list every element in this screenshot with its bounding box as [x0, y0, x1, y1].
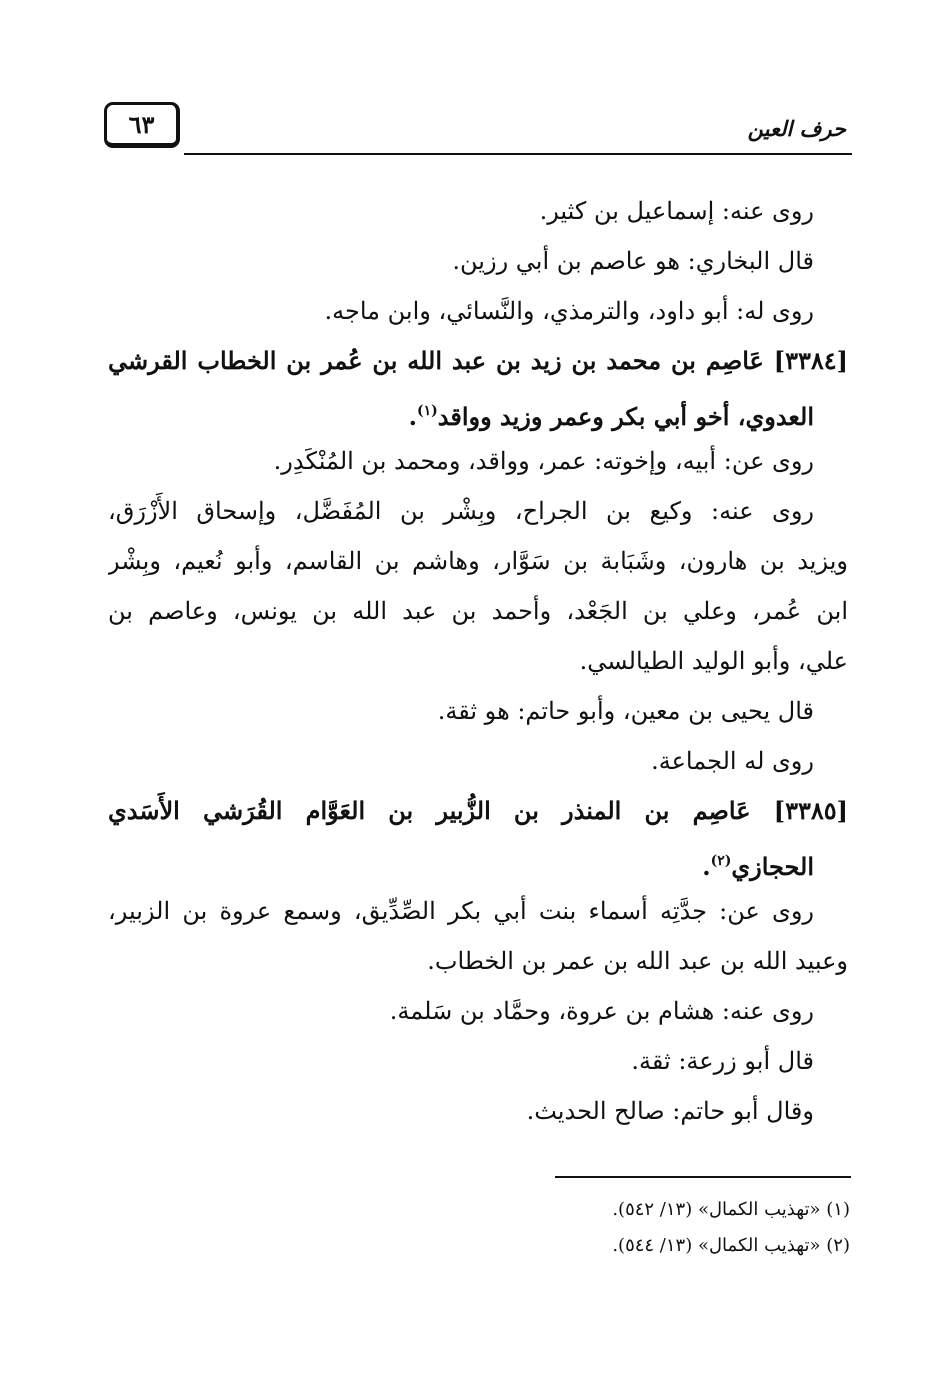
- text-line: قال يحيى بن معين، وأبو حاتم: هو ثقة.: [437, 697, 814, 725]
- entry-heading-continuation: [108, 836, 848, 886]
- entry-heading-text: عَاصِم بن المنذر بن الزُّبير بن العَوَّام القُرَشي الأَسَدي: [108, 796, 751, 825]
- text-line: روى له الجماعة.: [651, 747, 814, 775]
- entry-heading-3384: [108, 336, 848, 386]
- footnote-separator: [555, 1176, 851, 1178]
- text-line: روى عنه: وكيع بن الجراح، وبِشْر بن المُفَضَّل، وإسحاق الأَزْرَق،: [108, 497, 814, 525]
- entry-number: [٣٣٨٥]: [773, 796, 848, 825]
- text-line: قال أبو زرعة: ثقة.: [631, 1047, 814, 1075]
- entry-heading-3385: [108, 786, 848, 836]
- footnote-1: (١) «تهذيب الكمال» (١٣/ ٥٤٢).: [612, 1199, 850, 1220]
- entry-heading-text: الحجازي: [731, 852, 814, 881]
- entry-heading-continuation: [108, 386, 848, 436]
- text-line: روى عن: جدَّتِه أسماء بنت أبي بكر الصِّدِّيق، وسمع عروة بن الزبير،: [108, 897, 814, 925]
- text-line: ابن عُمر، وعلي بن الجَعْد، وأحمد بن عبد الله بن يونس، وعاصم بن: [108, 597, 848, 625]
- text-line: روى عن: أبيه، وإخوته: عمر، وواقد، ومحمد بن المُنْكَدِر.: [273, 447, 814, 475]
- text-line: ويزيد بن هارون، وشَبَابة بن سَوَّار، وهاشم بن القاسم، وأبو نُعيم، وبِشْر: [108, 547, 848, 575]
- page-header: [100, 102, 852, 158]
- page-body: [108, 186, 848, 1136]
- chapter-title: حرف العين: [747, 116, 846, 141]
- text-line: قال البخاري: هو عاصم بن أبي رزين.: [452, 247, 814, 275]
- entry-number: [٣٣٨٤]: [773, 346, 848, 375]
- footnote-ref: (١): [416, 403, 438, 419]
- period: .: [702, 852, 711, 881]
- text-line: روى عنه: إسماعيل بن كثير.: [539, 197, 814, 225]
- entry-heading-text: العدوي، أخو أبي بكر وعمر وزيد وواقد: [437, 402, 814, 431]
- footnote-ref: (٢): [710, 853, 732, 869]
- header-rule: [184, 153, 852, 155]
- text-line: روى عنه: هشام بن عروة، وحمَّاد بن سَلمة.: [389, 997, 814, 1025]
- page-number: ٦٣: [104, 102, 180, 148]
- text-line: وعبيد الله بن عبد الله بن عمر بن الخطاب.: [427, 947, 848, 975]
- period: .: [408, 402, 417, 431]
- text-line: وقال أبو حاتم: صالح الحديث.: [526, 1097, 814, 1125]
- entry-heading-text: عَاصِم بن محمد بن زيد بن عبد الله بن عُمر بن الخطاب القرشي: [108, 346, 764, 375]
- footnotes: [500, 1192, 850, 1264]
- footnote-2: (٢) «تهذيب الكمال» (١٣/ ٥٤٤).: [612, 1235, 850, 1256]
- text-line: روى له: أبو داود، والترمذي، والنَّسائي، وابن ماجه.: [324, 297, 814, 325]
- text-line: علي، وأبو الوليد الطيالسي.: [579, 647, 848, 675]
